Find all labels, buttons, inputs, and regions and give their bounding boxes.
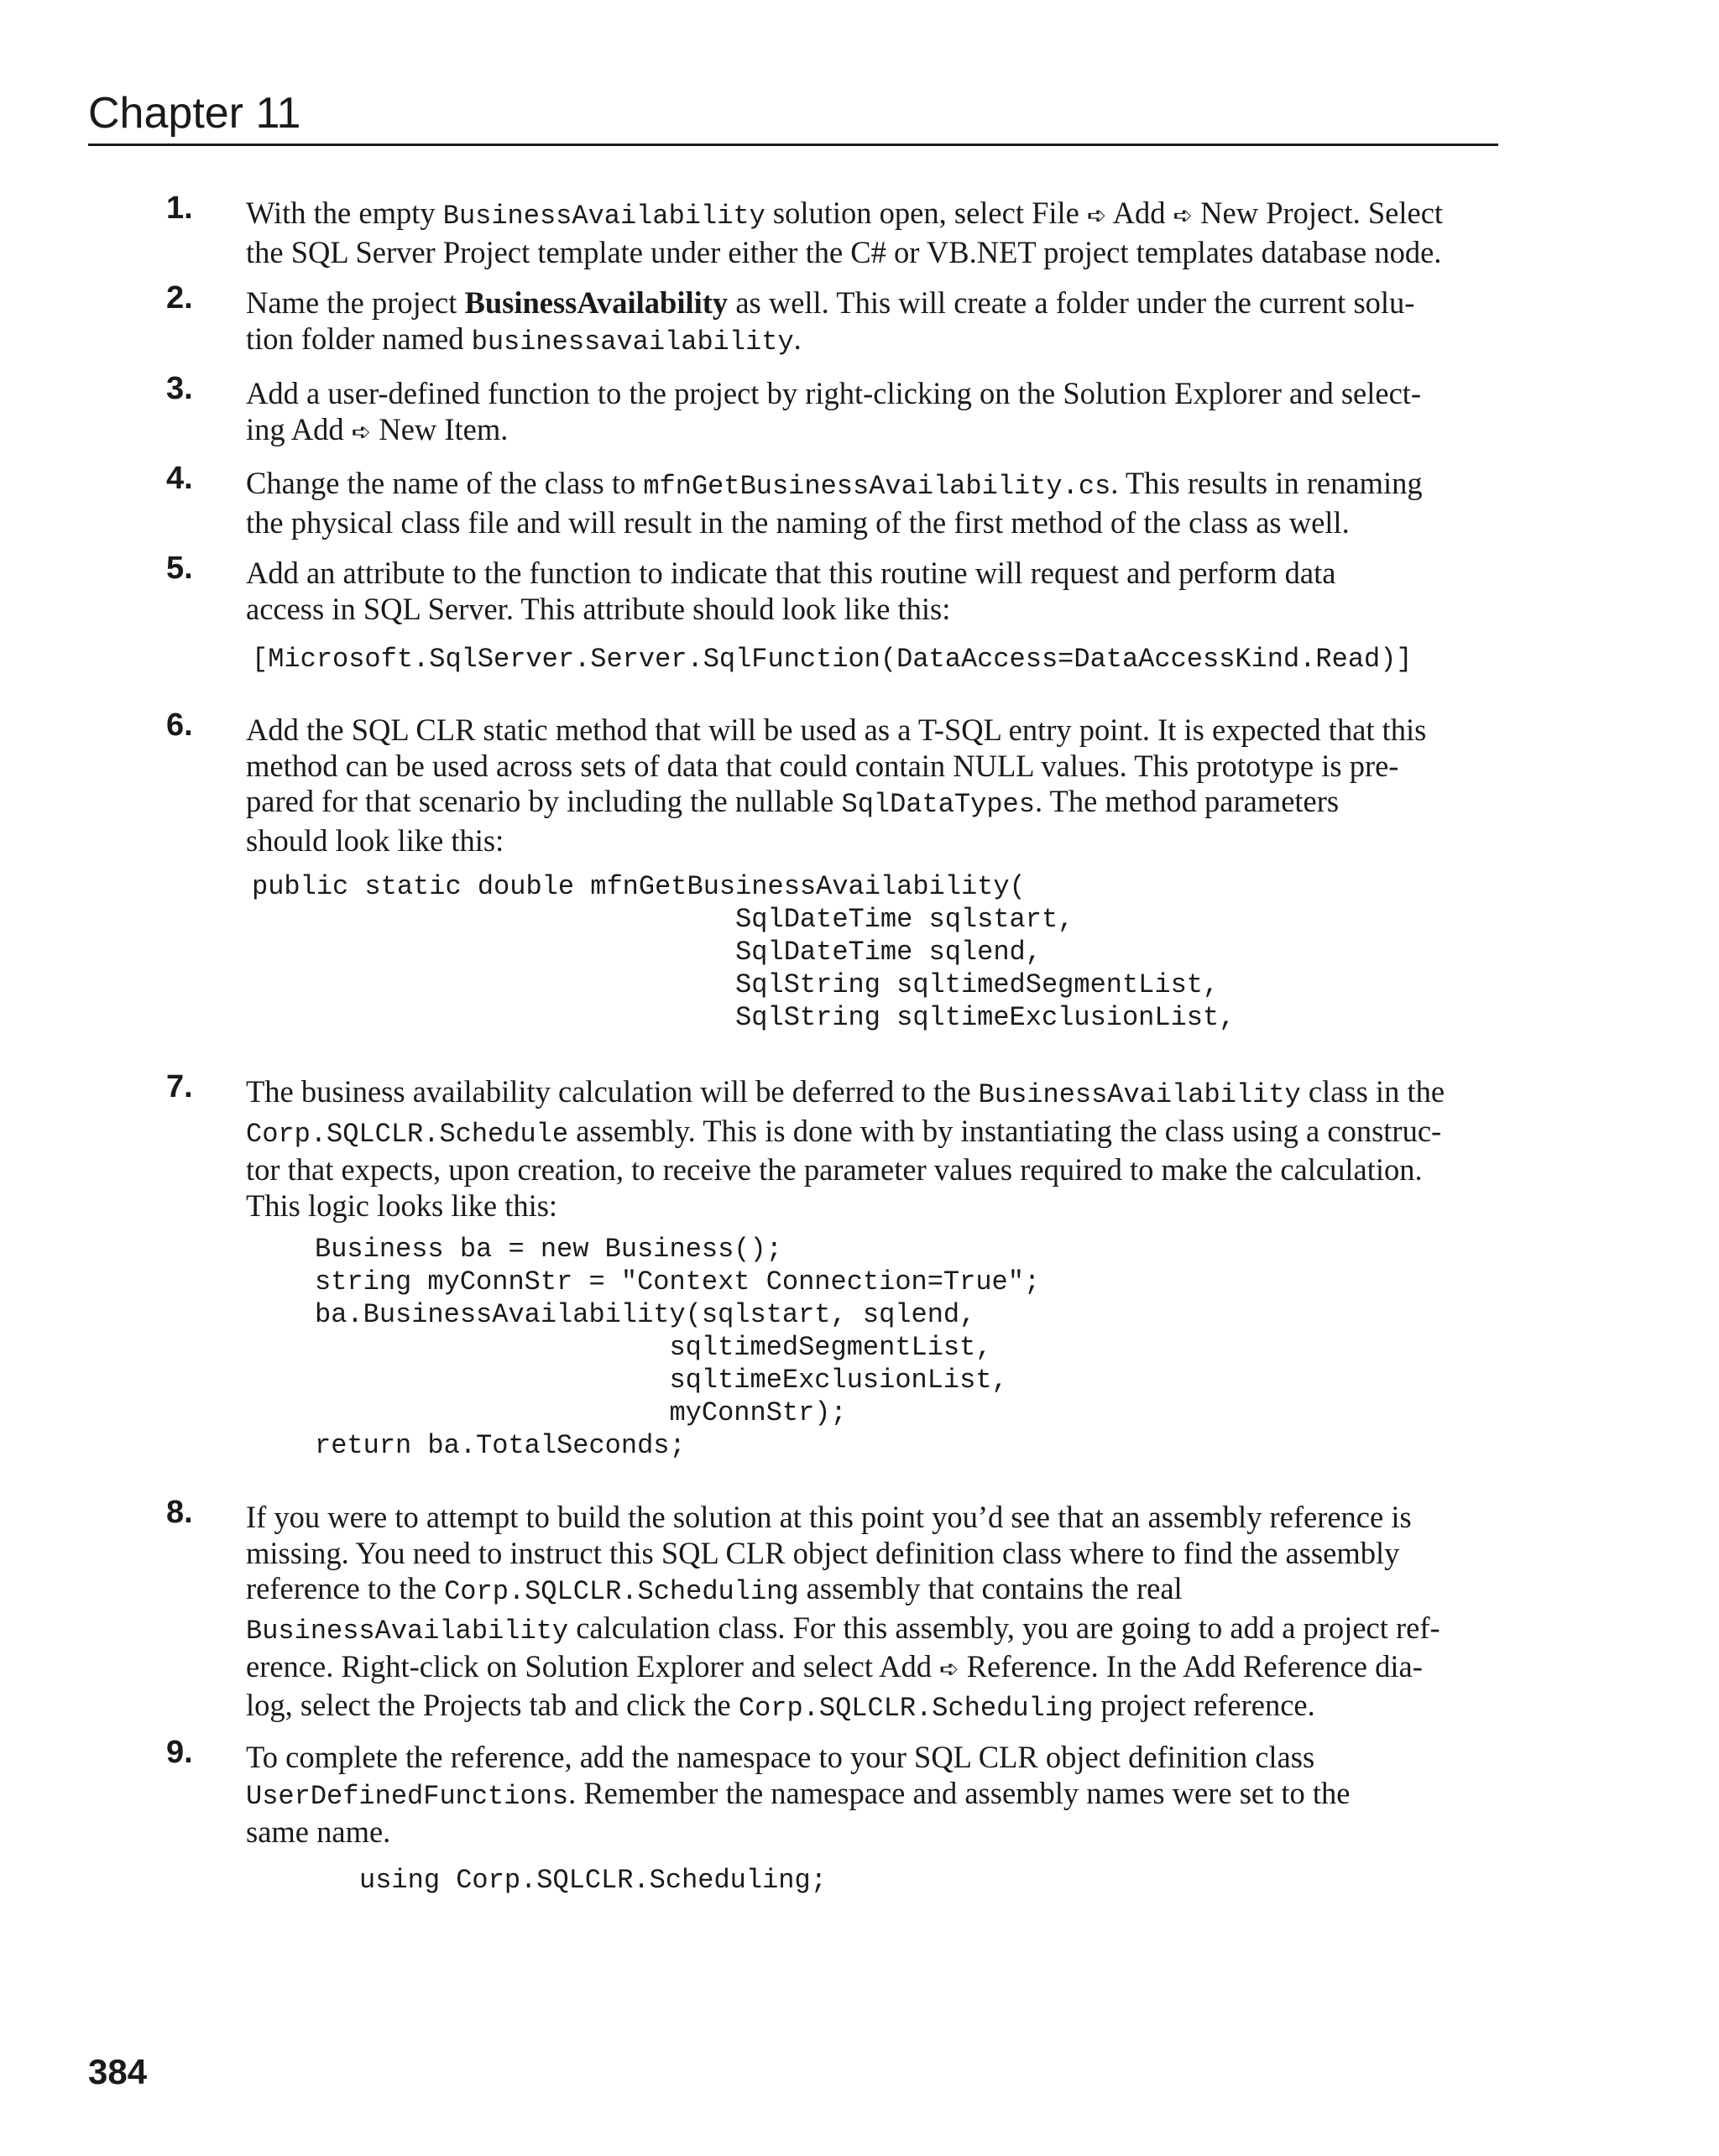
menu-arrow-icon: ➪	[1173, 201, 1194, 229]
text-line: Change the name of the class to mfnGetBusinessAvailability.cs. This results in renaming	[246, 466, 1423, 502]
step-number: 8.	[166, 1495, 193, 1530]
text-line: Add an attribute to the function to indicate that this routine will request and perform data	[246, 556, 1336, 590]
inline-code: BusinessAvailability	[246, 1615, 569, 1647]
step-number: 3.	[166, 371, 193, 406]
step-number: 2.	[166, 280, 193, 316]
text-line: the SQL Server Project template under either the C# or VB.NET project templates database node.	[246, 234, 1442, 269]
text-line: To complete the reference, add the namespace to your SQL CLR object definition class	[246, 1740, 1315, 1774]
text-line: Name the project BusinessAvailability as well. This will create a folder under the current solu-	[246, 285, 1415, 320]
inline-code: businessavailability	[471, 326, 794, 358]
text-line: With the empty BusinessAvailability solution open, select File ➪ Add ➪ New Project. Select	[246, 196, 1444, 232]
menu-arrow-icon: ➪	[351, 417, 372, 446]
text-line: missing. You need to instruct this SQL CLR object definition class where to find the assembly	[246, 1535, 1400, 1570]
menu-arrow-icon: ➪	[939, 1655, 959, 1683]
text-line: reference to the Corp.SQLCLR.Scheduling assembly that contains the real	[246, 1571, 1183, 1607]
step-number: 4.	[166, 461, 193, 496]
step-text	[246, 556, 1581, 627]
inline-code: Corp.SQLCLR.Schedule	[246, 1118, 569, 1150]
step-text	[246, 1500, 1581, 1726]
step-text	[246, 1074, 1581, 1224]
inline-code: BusinessAvailability	[978, 1079, 1301, 1110]
step-text	[246, 196, 1581, 270]
text-line: pared for that scenario by including the nullable SqlDataTypes. The method parameters	[246, 784, 1340, 820]
text-line: BusinessAvailability calculation class. For this assembly, you are going to add a project ref-	[246, 1610, 1440, 1647]
text-line: same name.	[246, 1814, 391, 1849]
code-block: [Microsoft.SqlServer.Server.SqlFunction(DataAccess=DataAccessKind.Read)]	[252, 644, 1413, 675]
step-text	[246, 713, 1581, 859]
menu-arrow-icon: ➪	[1087, 201, 1107, 229]
text-line: tion folder named businessavailability.	[246, 321, 802, 358]
text-line: access in SQL Server. This attribute should look like this:	[246, 591, 951, 626]
header-rule	[88, 144, 1498, 146]
text-line: UserDefinedFunctions. Remember the namespace and assembly names were set to the	[246, 1775, 1351, 1812]
code-block: Business ba = new Business(); string myConnStr = "Context Connection=True"; ba.BusinessAvailability(sqlstart, sqlend, sqltimedSegmentList, sqltimeExclusionList, myConnStr); return ba.TotalSeconds;	[315, 1234, 1041, 1461]
text-line: Corp.SQLCLR.Schedule assembly. This is done with by instantiating the class using a construc-	[246, 1113, 1442, 1150]
step-number: 6.	[166, 707, 193, 743]
text-line: the physical class file and will result in the naming of the first method of the class as well.	[246, 504, 1350, 540]
code-block: public static double mfnGetBusinessAvailability( SqlDateTime sqlstart, SqlDateTime sqlend, SqlString sqltimedSegmentList, SqlString sqltimeExclusionList,	[252, 871, 1236, 1033]
text-line: Add a user-defined function to the project by right-clicking on the Solution Explorer and select-	[246, 376, 1422, 410]
step-text	[246, 1740, 1581, 1851]
inline-code: mfnGetBusinessAvailability.cs	[643, 471, 1111, 502]
inline-code: BusinessAvailability	[442, 201, 765, 232]
step-number: 7.	[166, 1069, 193, 1104]
text-line: method can be used across sets of data that could contain NULL values. This prototype is pre-	[246, 748, 1399, 783]
bold-term: BusinessAvailability	[464, 285, 729, 320]
text-line: Add the SQL CLR static method that will be used as a T-SQL entry point. It is expected that this	[246, 713, 1427, 747]
chapter-title: Chapter 11	[88, 89, 301, 138]
chapter-header	[88, 86, 1498, 140]
text-line: This logic looks like this:	[246, 1188, 558, 1223]
step-text	[246, 376, 1581, 450]
inline-code: SqlDataTypes	[841, 789, 1035, 820]
step-number: 9.	[166, 1735, 193, 1770]
inline-code: UserDefinedFunctions	[246, 1780, 569, 1812]
step-text	[246, 285, 1581, 360]
text-line: should look like this:	[246, 822, 504, 858]
code-block: using Corp.SQLCLR.Scheduling;	[359, 1865, 827, 1896]
page-number: 384	[88, 2052, 148, 2091]
step-number: 1.	[166, 191, 193, 226]
text-line: If you were to attempt to build the solution at this point you’d see that an assembly reference is	[246, 1500, 1412, 1534]
text-line: log, select the Projects tab and click the Corp.SQLCLR.Scheduling project reference.	[246, 1687, 1315, 1724]
text-line: erence. Right-click on Solution Explorer and select Add ➪ Reference. In the Add Reference dia-	[246, 1649, 1423, 1684]
text-line: ing Add ➪ New Item.	[246, 411, 509, 446]
inline-code: Corp.SQLCLR.Scheduling	[738, 1692, 1094, 1724]
inline-code: Corp.SQLCLR.Scheduling	[444, 1576, 799, 1607]
step-number: 5.	[166, 551, 193, 586]
step-text	[246, 466, 1581, 540]
text-line: tor that expects, upon creation, to receive the parameter values required to make the calculation.	[246, 1152, 1423, 1187]
text-line: The business availability calculation will be deferred to the BusinessAvailability class in the	[246, 1074, 1445, 1110]
